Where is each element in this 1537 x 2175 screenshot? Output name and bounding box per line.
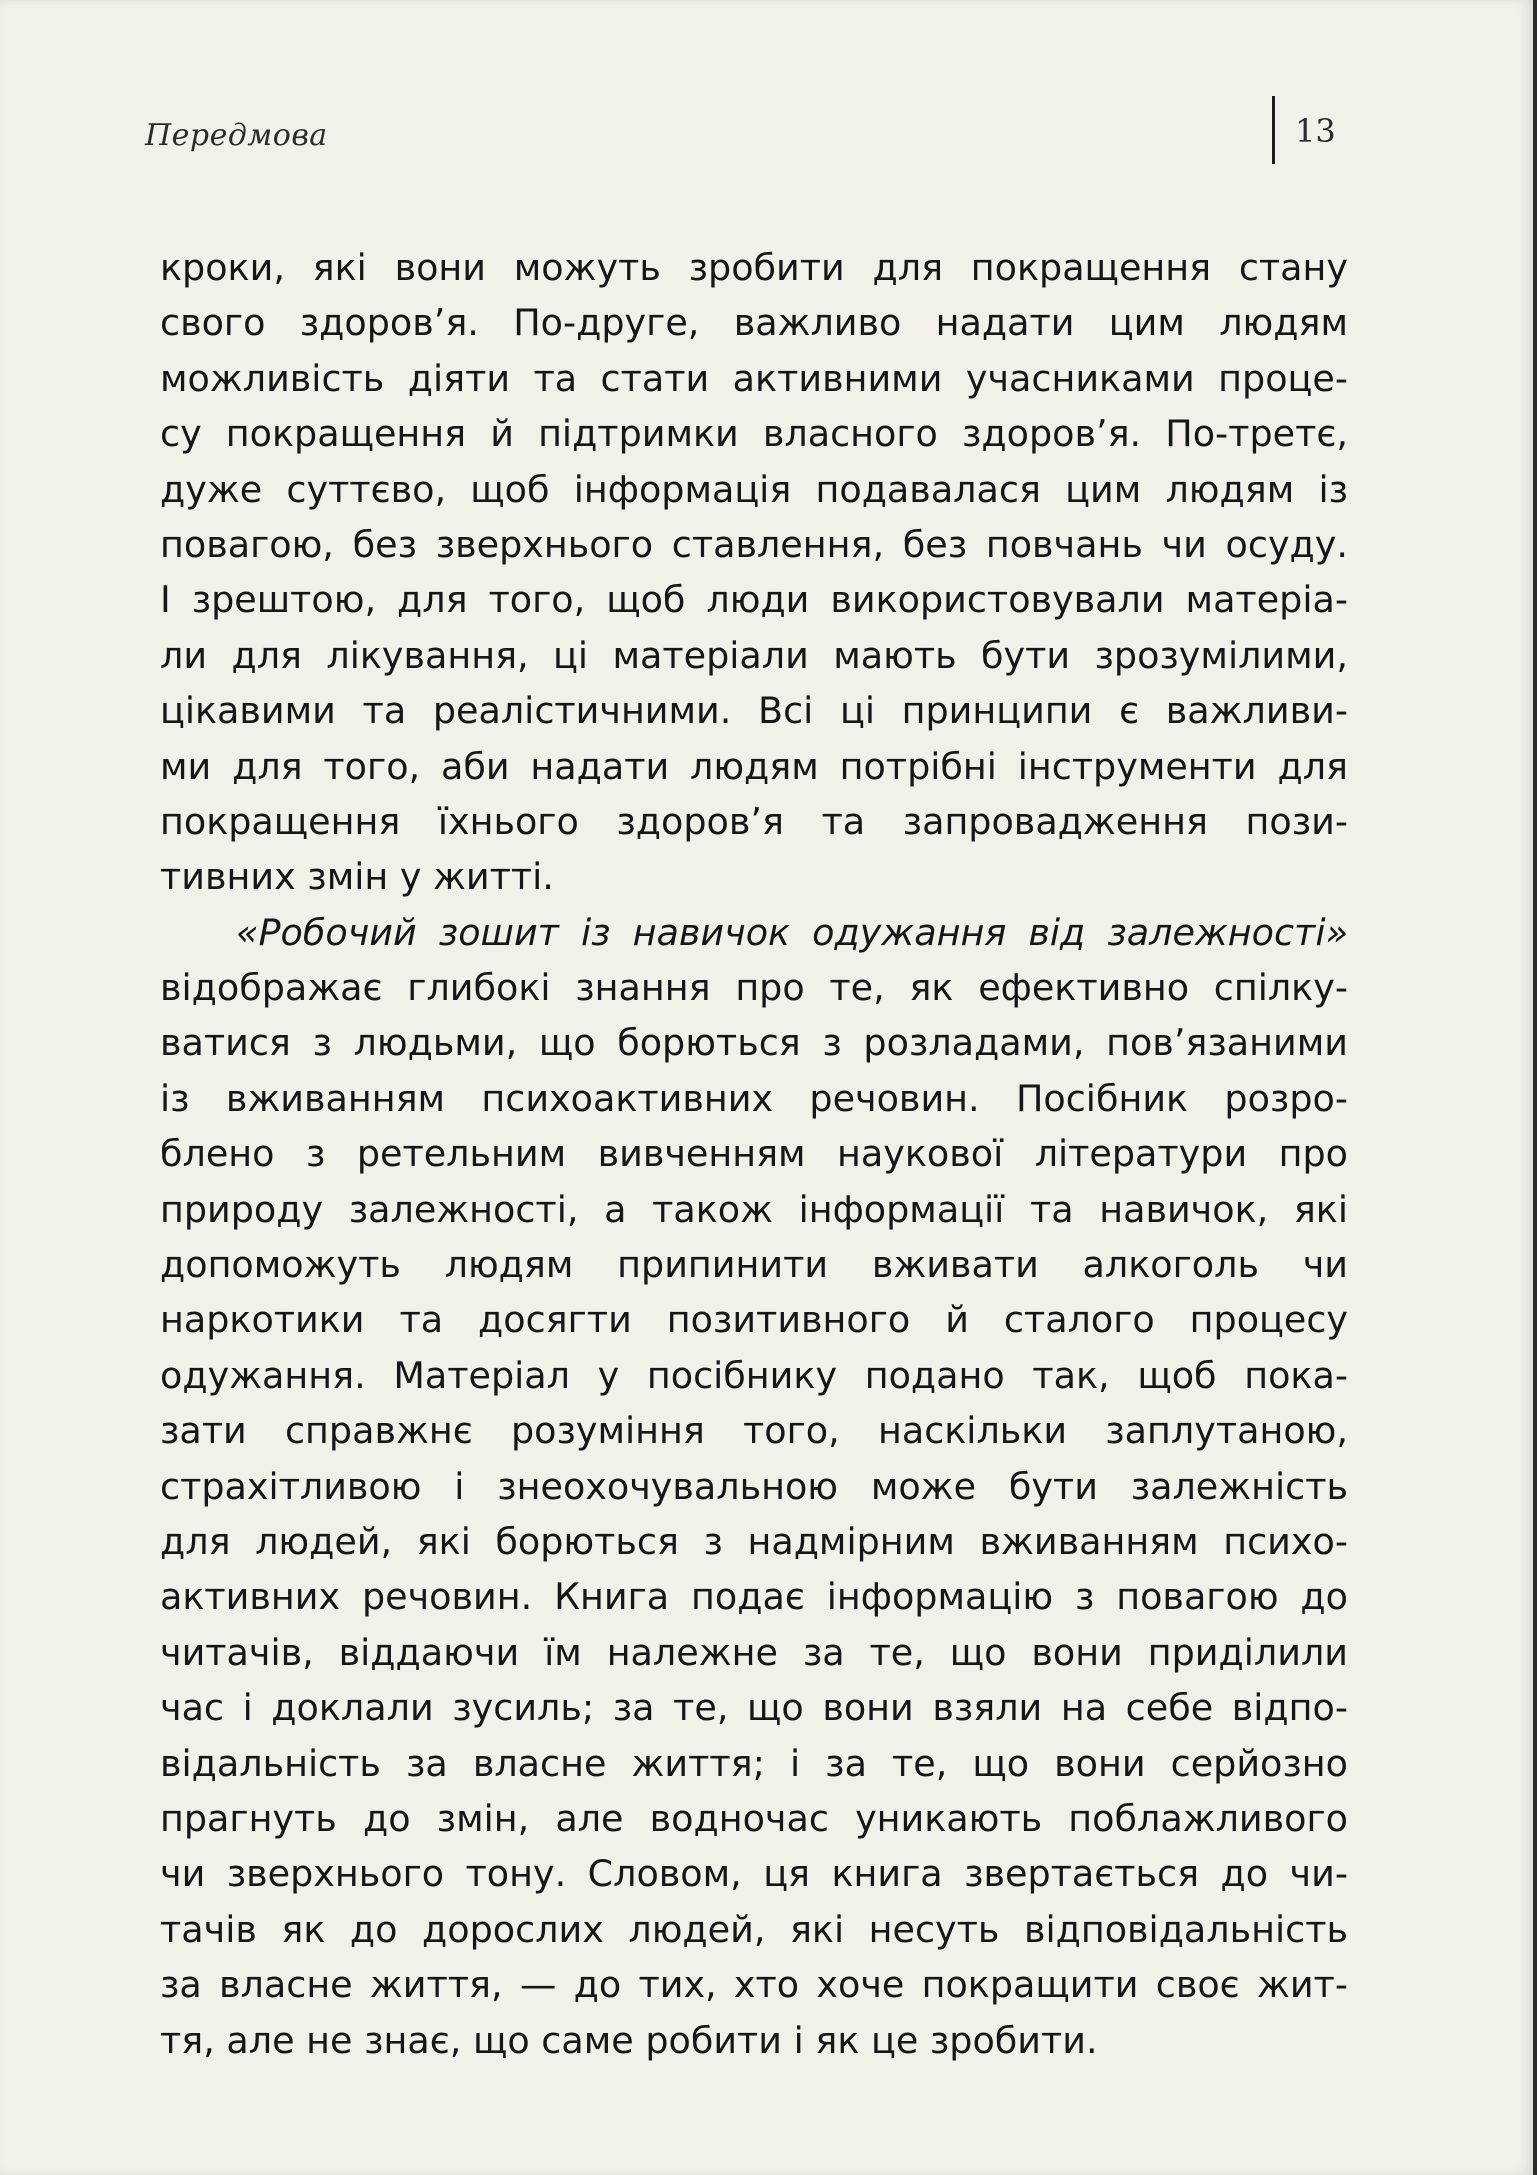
- text-line: відображає глибокі знання про те, як ефективно спілку-: [160, 966, 1348, 1010]
- text-line: покращення їхнього здоров’я та запровадження пози-: [160, 799, 1348, 843]
- text-line: блено з ретельним вивченням наукової літератури про: [160, 1132, 1348, 1176]
- text-line: час і доклали зусиль; за те, що вони взяли на себе відпо-: [160, 1686, 1348, 1730]
- text-line: активних речовин. Книга подає інформацію з повагою до: [160, 1575, 1348, 1619]
- text-line: чи зверхнього тону. Словом, ця книга звертається до чи-: [160, 1852, 1348, 1896]
- text-line: тя, але не знає, що саме робити і як це зробити.: [160, 2018, 1098, 2062]
- page-number: 13: [1295, 112, 1336, 150]
- text-line: наркотики та досягти позитивного й сталого процесу: [160, 1298, 1348, 1342]
- text-line: природу залежності, а також інформації та навичок, які: [160, 1187, 1348, 1231]
- book-title-italic: «Робочий зошит із навичок одужання від залежності»: [236, 910, 1348, 954]
- text-line-book-title: [160, 905, 1348, 960]
- text-line: читачів, віддаючи їм належне за те, що вони приділили: [160, 1630, 1348, 1674]
- text-line: тивних змін у житті.: [160, 855, 554, 899]
- header-divider: [1272, 96, 1275, 164]
- text-line: із вживанням психоактивних речовин. Посібник розро-: [160, 1076, 1348, 1120]
- text-line: ми для того, аби надати людям потрібні інструменти для: [160, 744, 1348, 788]
- text-line: одужання. Матеріал у посібнику подано так, щоб пока-: [160, 1353, 1348, 1397]
- text-line: І зрештою, для того, щоб люди використовували матеріа-: [160, 578, 1348, 622]
- text-line: цікавими та реалістичними. Всі ці принципи є важливи-: [160, 689, 1348, 733]
- text-line: повагою, без зверхнього ставлення, без повчань чи осуду.: [160, 522, 1348, 566]
- text-line: свого здоров’я. По-друге, важливо надати цим людям: [160, 301, 1348, 345]
- text-line: за власне життя, — до тих, хто хоче покращити своє жит-: [160, 1963, 1348, 2007]
- text-line: допоможуть людям припинити вживати алкоголь чи: [160, 1243, 1348, 1287]
- text-line: страхітливою і знеохочувальною може бути залежність: [160, 1464, 1348, 1508]
- running-head-title: Передмова: [145, 118, 328, 153]
- text-line: су покращення й підтримки власного здоров’я. По-третє,: [160, 412, 1348, 456]
- text-line: тачів як до дорослих людей, які несуть відповідальність: [160, 1907, 1348, 1951]
- text-line: для людей, які борються з надмірним вживанням психо-: [160, 1519, 1348, 1563]
- text-line: ли для лікування, ці матеріали мають бути зрозумілими,: [160, 633, 1348, 677]
- text-line: відальність за власне життя; і за те, що вони серйозно: [160, 1741, 1348, 1785]
- text-line: зати справжнє розуміння того, наскільки заплутаною,: [160, 1409, 1348, 1453]
- text-line: можливість діяти та стати активними учасниками проце-: [160, 356, 1348, 400]
- text-line: кроки, які вони можуть зробити для покращення стану: [160, 246, 1348, 289]
- text-line: дуже суттєво, щоб інформація подавалася цим людям із: [160, 467, 1348, 511]
- text-line: ватися з людьми, що борються з розладами, пов’язаними: [160, 1021, 1348, 1065]
- body-text: [160, 240, 1348, 2068]
- text-line: прагнуть до змін, але водночас уникають поблажливого: [160, 1796, 1348, 1840]
